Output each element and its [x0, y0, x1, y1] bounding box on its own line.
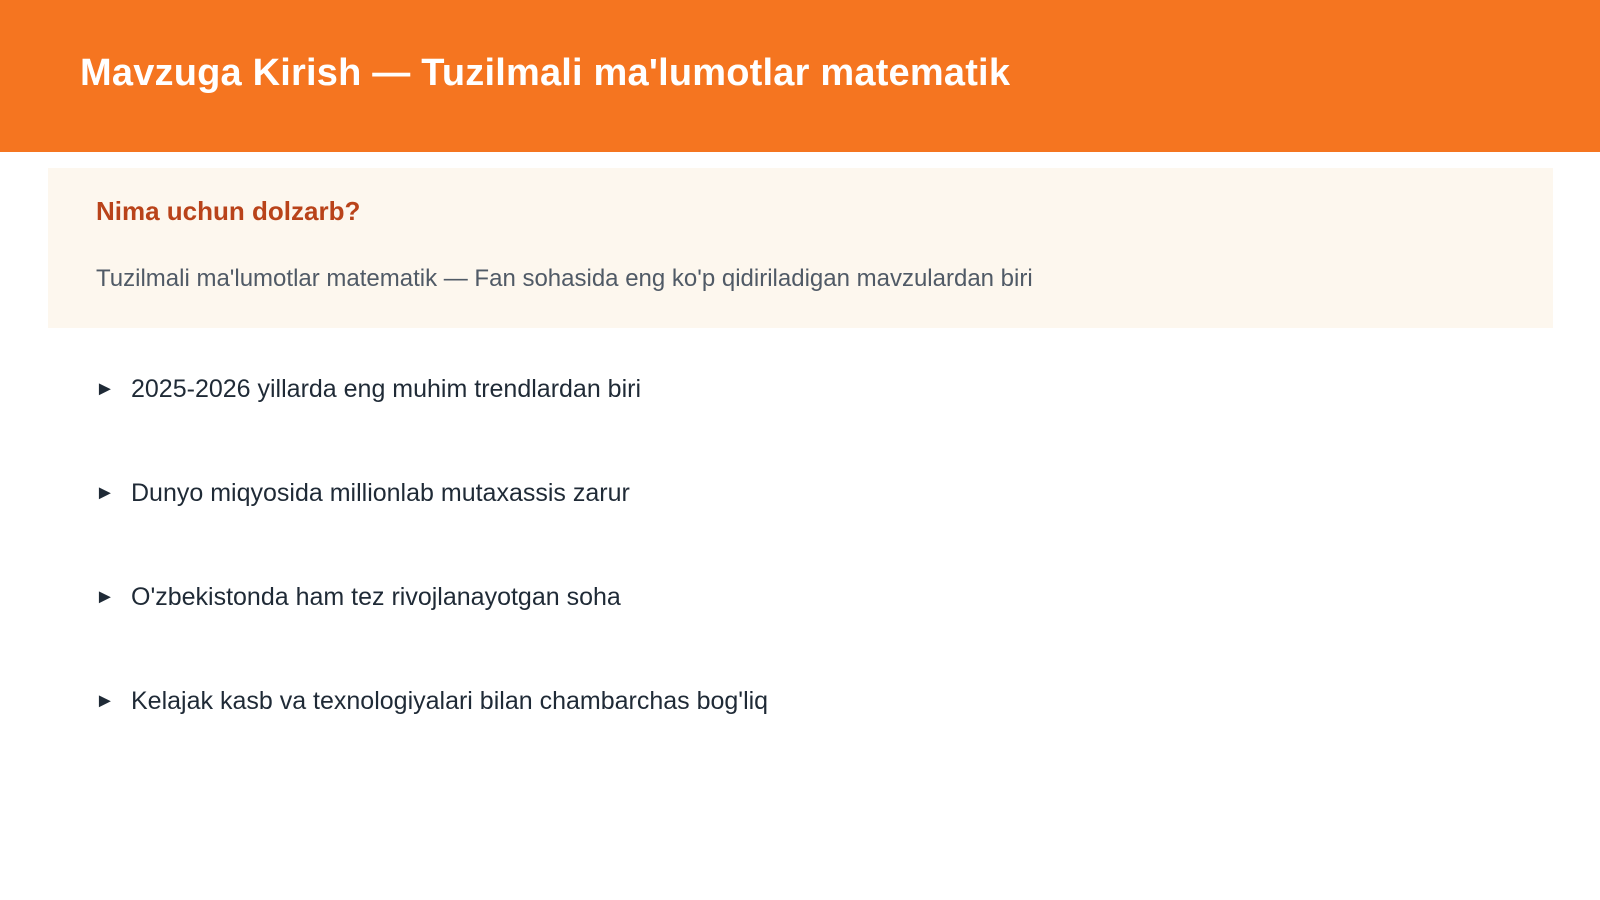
bullet-item — [95, 580, 768, 684]
triangle-bullet-icon: ► — [95, 690, 115, 712]
bullet-list — [95, 372, 768, 788]
bullet-item — [95, 476, 768, 580]
bullet-text: O'zbekistonda ham tez rivojlanayotgan soha — [131, 583, 621, 611]
bullet-text: Kelajak kasb va texnologiyalari bilan chambarchas bog'liq — [131, 687, 769, 715]
triangle-bullet-icon: ► — [95, 586, 115, 608]
highlight-heading: Nima uchun dolzarb? — [96, 196, 361, 226]
triangle-bullet-icon: ► — [95, 482, 115, 504]
bullet-text: 2025-2026 yillarda eng muhim trendlardan biri — [131, 375, 642, 403]
highlight-text: Tuzilmali ma'lumotlar matematik — Fan sohasida eng ko'p qidiriladigan mavzulardan biri — [96, 265, 1033, 292]
triangle-bullet-icon: ► — [95, 378, 115, 400]
highlight-box — [48, 168, 1553, 328]
title-bar — [0, 0, 1600, 152]
bullet-item — [95, 372, 768, 476]
bullet-text: Dunyo miqyosida millionlab mutaxassis zarur — [131, 479, 630, 507]
slide-title: Mavzuga Kirish — Tuzilmali ma'lumotlar matematik — [80, 52, 1011, 94]
bullet-item — [95, 684, 768, 788]
